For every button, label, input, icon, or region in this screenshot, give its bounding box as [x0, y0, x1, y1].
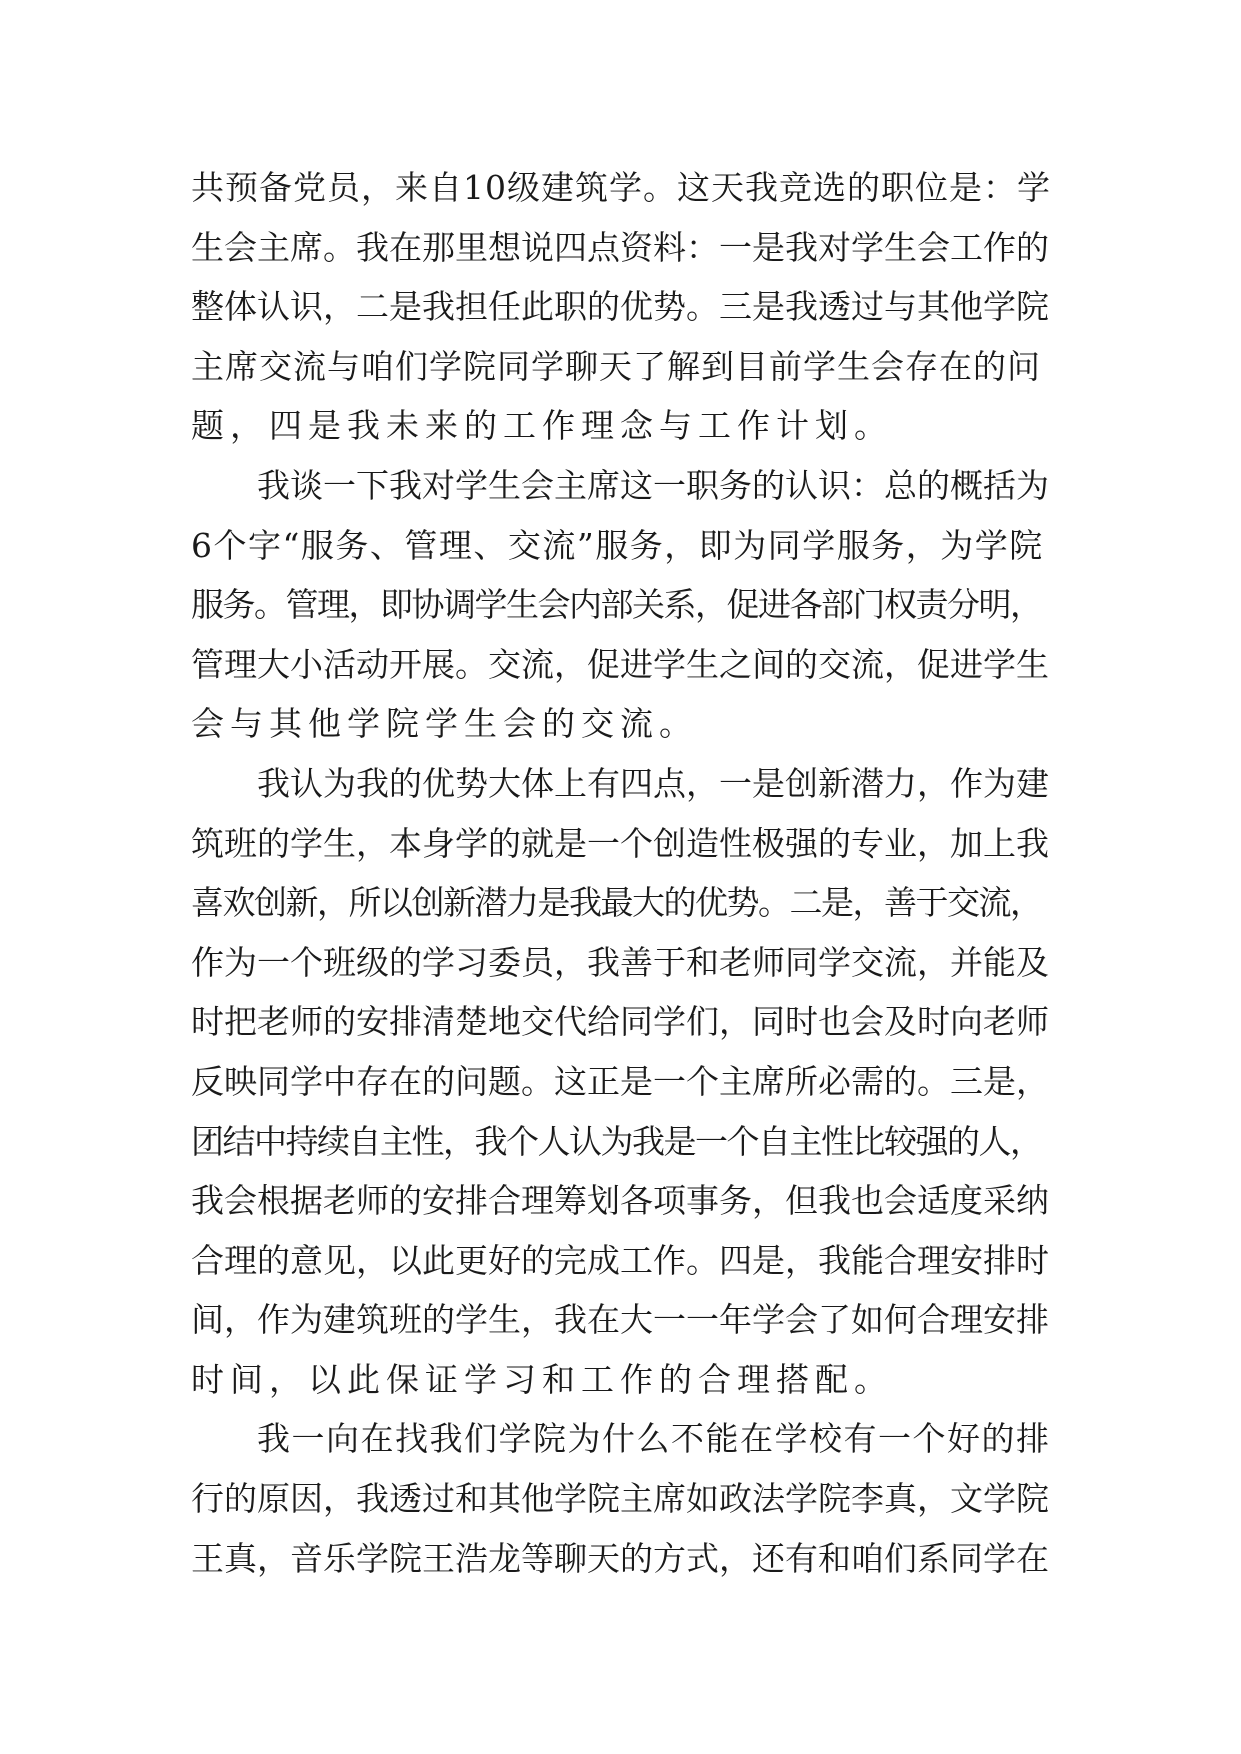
text-line: 筑班的学生，本身学的就是一个创造性极强的专业，加上我 [191, 823, 1049, 863]
text-line: 管理大小活动开展。交流，促进学生之间的交流，促进学生 [191, 644, 1049, 684]
text-line: 间，作为建筑班的学生，我在大一一年学会了如何合理安排 [191, 1300, 1049, 1340]
text-line: 题，四是我未来的工作理念与工作计划。 [191, 406, 893, 446]
text-line: 生会主席。我在那里想说四点资料：一是我对学生会工作的 [191, 227, 1049, 267]
text-line: 我谈一下我对学生会主席这一职务的认识：总的概括为 [257, 465, 1049, 505]
text-line: 我会根据老师的安排合理筹划各项事务，但我也会适度采纳 [191, 1181, 1049, 1221]
text-line: 我一向在找我们学院为什么不能在学校有一个好的排 [257, 1419, 1051, 1459]
text-line: 我认为我的优势大体上有四点，一是创新潜力，作为建 [257, 763, 1049, 803]
text-line: 喜欢创新，所以创新潜力是我最大的优势。二是，善于交流， [191, 883, 1042, 923]
text-line: 共预备党员，来自10级建筑学。这天我竞选的职位是：学 [191, 168, 1051, 207]
text-line: 作为一个班级的学习委员，我善于和老师同学交流，并能及 [191, 942, 1049, 982]
text-line: 王真，音乐学院王浩龙等聊天的方式，还有和咱们系同学在 [191, 1538, 1049, 1578]
text-line: 反映同学中存在的问题。这正是一个主席所必需的。三是， [191, 1061, 1049, 1101]
text-line: 团结中持续自主性，我个人认为我是一个自主性比较强的人， [191, 1121, 1042, 1161]
text-line: 合理的意见，以此更好的完成工作。四是，我能合理安排时 [191, 1240, 1049, 1280]
body-text [191, 158, 1051, 1588]
text-line: 时间，以此保证学习和工作的合理搭配。 [191, 1359, 893, 1399]
text-line: 服务。管理，即协调学生会内部关系，促进各部门权责分明， [191, 585, 1042, 625]
text-line: 会与其他学院学生会的交流。 [191, 704, 698, 744]
text-line: 行的原因，我透过和其他学院主席如政法学院李真，文学院 [191, 1479, 1049, 1519]
text-line: 整体认识，二是我担任此职的优势。三是我透过与其他学院 [191, 287, 1049, 327]
text-line: 主席交流与咱们学院同学聊天了解到目前学生会存在的问 [191, 346, 1041, 386]
text-line: 6个字“服务、管理、交流”服务，即为同学服务，为学院 [191, 525, 1044, 565]
text-line: 时把老师的安排清楚地交代给同学们，同时也会及时向老师 [191, 1002, 1049, 1042]
